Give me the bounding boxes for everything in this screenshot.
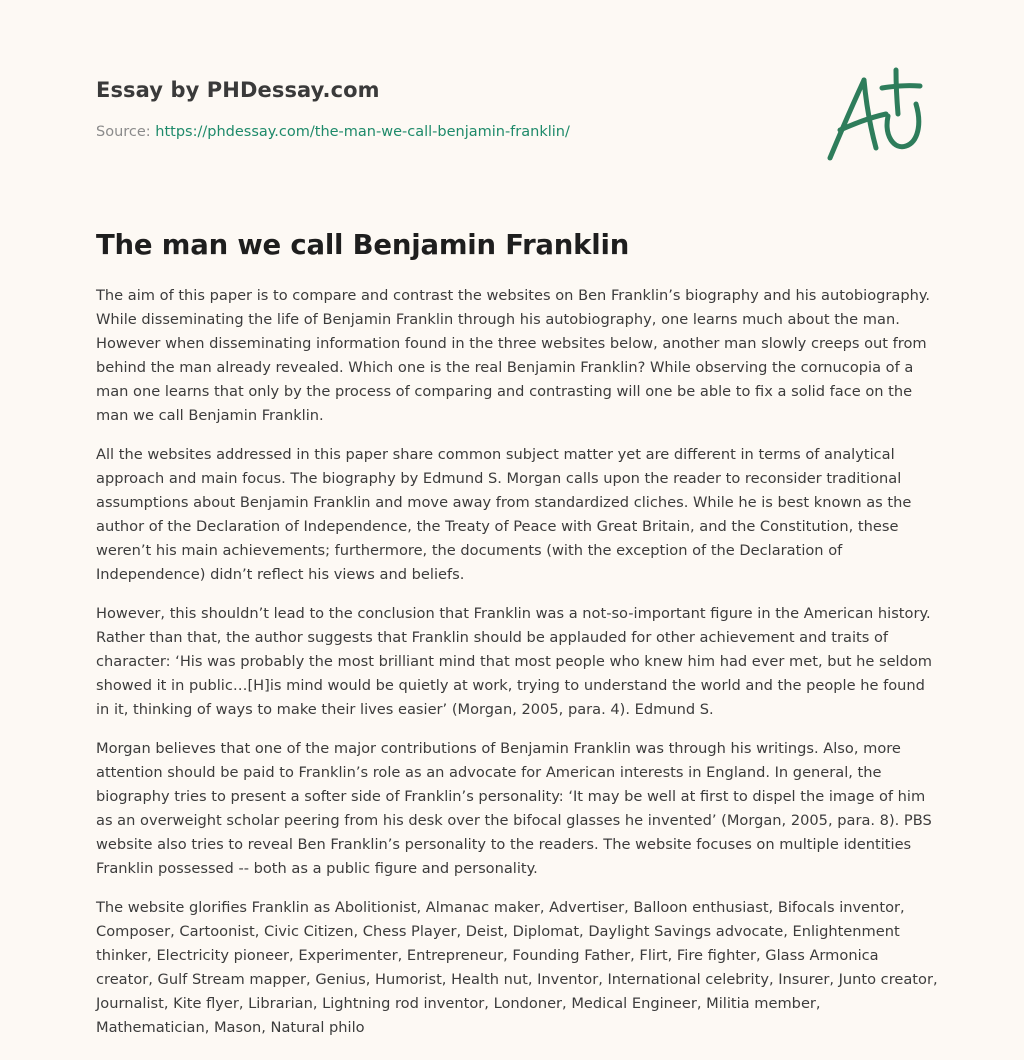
site-brand: Essay by PHDessay.com (96, 78, 380, 102)
source-label: Source: (96, 124, 156, 140)
a-plus-grade-icon (820, 64, 930, 164)
essay-paragraph: All the websites addressed in this paper share common subject matter yet are different in terms of analytical approach and main focus. The biography by Edmund S. Morgan calls upon the reader to reconsider traditional assumptions about Benjamin Franklin and move away from standardized cliches. While he is best known as the author of the Declaration of Independence, the Treaty of Peace with Great Britain, and the Constitution, these weren’t his main achievements; furthermore, the documents (with the exception of the Declaration of Independence) didn’t reflect his views and beliefs. (96, 446, 912, 583)
source-link[interactable]: https://phdessay.com/the-man-we-call-benjamin-franklin/ (155, 124, 570, 140)
essay-paragraph: However, this shouldn’t lead to the conclusion that Franklin was a not-so-important figure in the American history. Rather than that, the author suggests that Franklin should be applauded for other achievement and traits of character: ‘His was probably the most brilliant mind that most people who knew him had ever met, but he seldom showed it in public…[H]is mind would be quietly at work, trying to understand the world and the people he found in it, thinking of ways to make their lives easier’ (Morgan, 2005, para. 4). Edmund S. (96, 605, 933, 718)
source-line (96, 122, 796, 142)
essay-paragraph: The aim of this paper is to compare and contrast the websites on Ben Franklin’s biography and his autobiography. While disseminating the life of Benjamin Franklin through his autobiography, one learns much about the man. However when disseminating information found in the three websites below, another man slowly creeps out from behind the man already revealed. Which one is the real Benjamin Franklin? While observing the cornucopia of a man one learns that only by the process of comparing and contrasting will one be able to fix a solid face on the man we call Benjamin Franklin. (96, 287, 931, 424)
essay-title: The man we call Benjamin Franklin (96, 229, 630, 261)
essay-paragraph: The website glorifies Franklin as Abolitionist, Almanac maker, Advertiser, Balloon enthusiast, Bifocals inventor, Composer, Cartoonist, Civic Citizen, Chess Player, Deist, Diplomat, Daylight Savings advocate, Enlightenment thinker, Electricity pioneer, Experimenter, Entrepreneur, Founding Father, Flirt, Fire fighter, Glass Armonica creator, Gulf Stream mapper, Genius, Humorist, Health nut, Inventor, International celebrity, Insurer, Junto creator, Journalist, Kite flyer, Librarian, Lightning rod inventor, Londoner, Medical Engineer, Militia member, Mathematician, Mason, Natural philo (96, 899, 938, 1036)
essay-body (96, 284, 938, 1055)
essay-paragraph: Morgan believes that one of the major contributions of Benjamin Franklin was through his writings. Also, more attention should be paid to Franklin’s role as an advocate for American interests in England. In general, the biography tries to present a softer side of Franklin’s personality: ‘It may be well at first to dispel the image of him as an overweight scholar peering from his desk over the bifocal glasses he invented’ (Morgan, 2005, para. 8). PBS website also tries to reveal Ben Franklin’s personality to the readers. The website focuses on multiple identities Franklin possessed -- both as a public figure and personality. (96, 740, 932, 877)
essay-header (96, 76, 796, 142)
